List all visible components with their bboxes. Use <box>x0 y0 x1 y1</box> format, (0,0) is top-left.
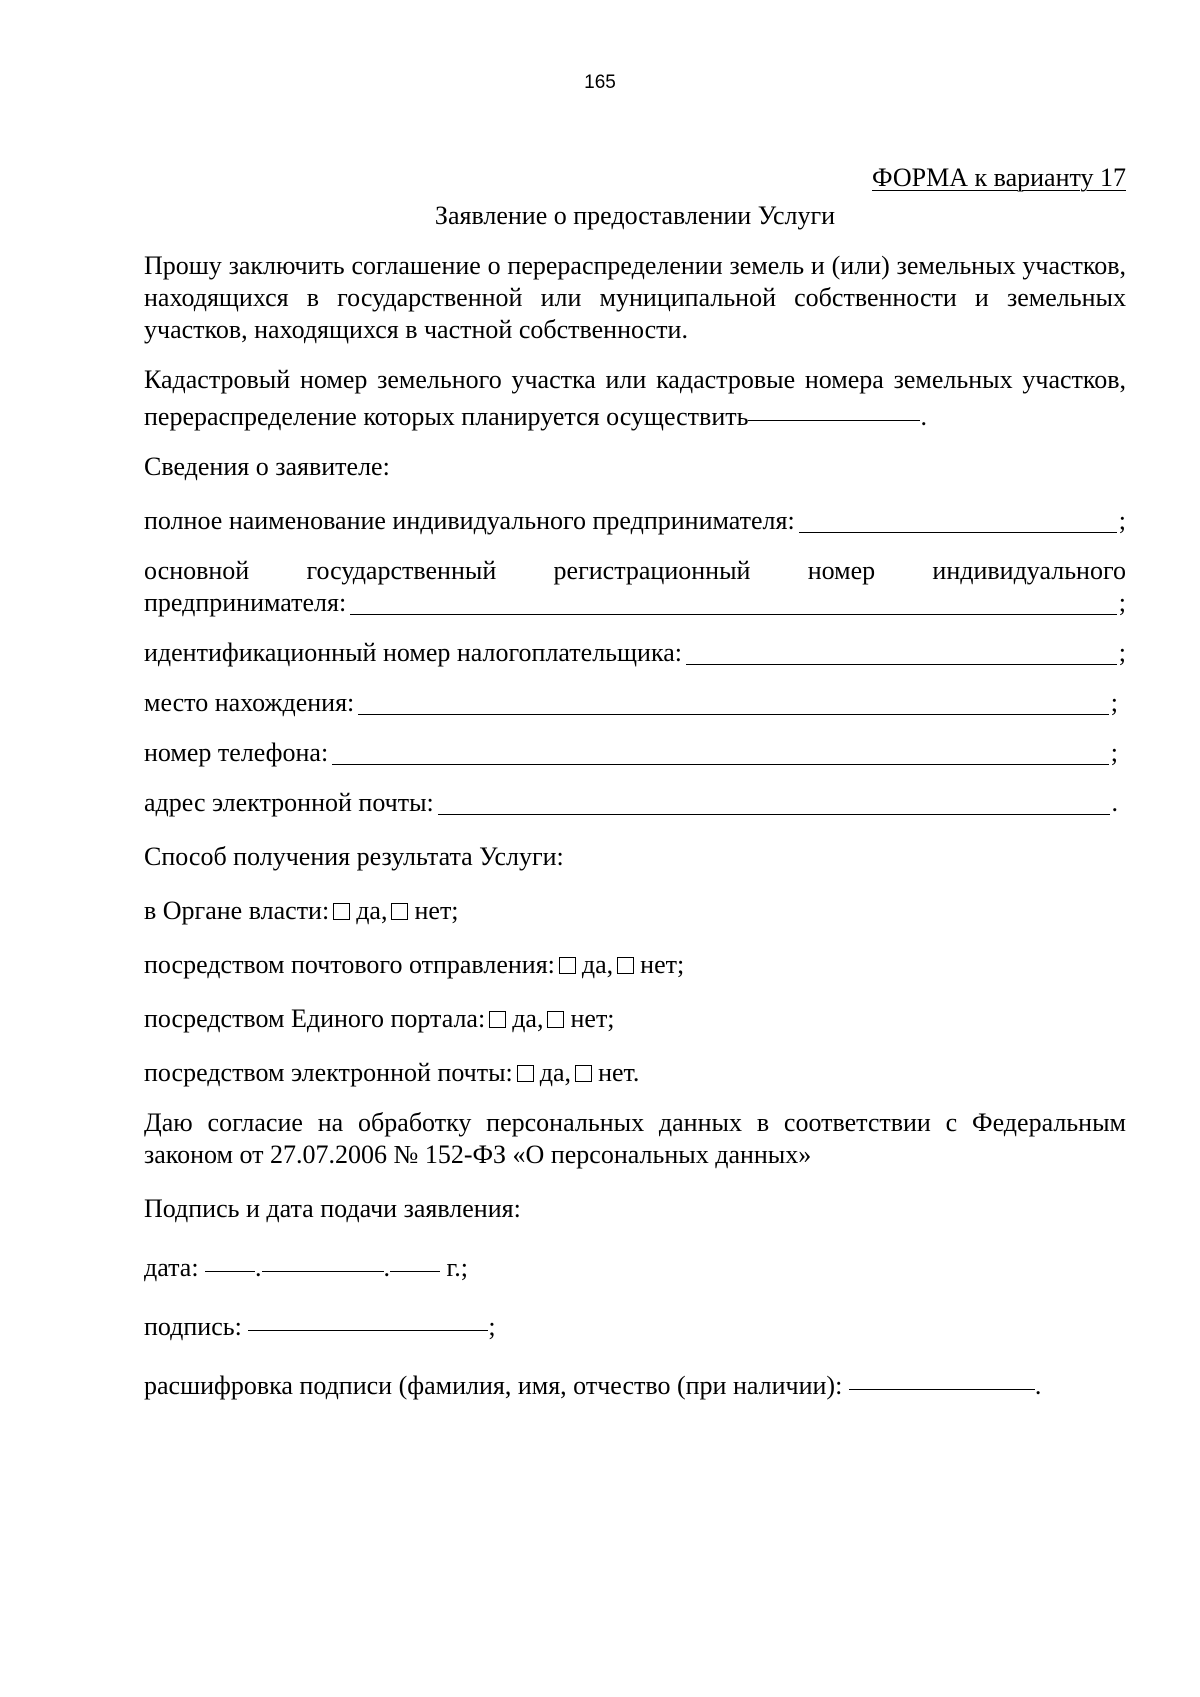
ogrn-field[interactable] <box>350 590 1117 615</box>
option-post: посредством почтового отправления: да, нет; <box>144 950 685 979</box>
cadastral-number-field[interactable] <box>748 396 920 421</box>
intro-paragraph: Прошу заключить соглашение о перераспределении земель и (или) земельных участков, находящихся в государственной или муниципальной собственности и земельных участков, находящихся в частной собственности. <box>144 251 1126 344</box>
option-post-label: посредством почтового отправления: <box>144 950 555 979</box>
decode-label: расшифровка подписи (фамилия, имя, отчество (при наличии): <box>144 1371 843 1400</box>
checkbox-authority-no[interactable] <box>391 903 408 920</box>
signature-row: подпись: ; <box>144 1306 1126 1343</box>
checkbox-post-no[interactable] <box>617 957 634 974</box>
ogrn-row: предпринимателя: ; <box>144 588 1126 617</box>
option-portal-label: посредством Единого портала: <box>144 1004 486 1033</box>
consent-paragraph: Даю согласие на обработку персональных данных в соответствии с Федеральным законом от 27.07.2006 № 152-ФЗ «О персональных данных» <box>144 1108 1126 1169</box>
checkbox-authority-yes[interactable] <box>333 903 350 920</box>
signature-label: подпись: <box>144 1312 242 1341</box>
phone-field[interactable] <box>332 740 1109 765</box>
location-field[interactable] <box>358 690 1109 715</box>
inn-field[interactable] <box>686 640 1117 665</box>
option-portal: посредством Единого портала: да, нет; <box>144 1004 615 1033</box>
checkbox-portal-no[interactable] <box>547 1011 564 1028</box>
form-title: Заявление о предоставлении Услуги <box>434 201 836 230</box>
date-row: дата: . . г.; <box>144 1247 1126 1284</box>
applicant-heading: Сведения о заявителе: <box>144 452 390 481</box>
decode-row: расшифровка подписи (фамилия, имя, отчество (при наличии): . <box>144 1365 1126 1402</box>
email-label: адрес электронной почты: <box>144 788 434 817</box>
inn-label: идентификационный номер налогоплательщика: <box>144 638 682 667</box>
checkbox-portal-yes[interactable] <box>489 1011 506 1028</box>
form-reference: ФОРМА к варианту 17 <box>872 163 1126 192</box>
option-authority-label: в Органе власти: <box>144 896 330 925</box>
phone-row: номер телефона: ; <box>144 738 1118 767</box>
ogrn-label-line1: основной государственный регистрационный номер индивидуального <box>144 556 1126 585</box>
decode-field[interactable] <box>849 1365 1035 1390</box>
phone-label: номер телефона: <box>144 738 329 767</box>
date-day-field[interactable] <box>205 1247 255 1272</box>
option-authority: в Органе власти: да, нет; <box>144 896 459 925</box>
location-label: место нахождения: <box>144 688 355 717</box>
checkbox-post-yes[interactable] <box>559 957 576 974</box>
date-label: дата: <box>144 1253 199 1282</box>
location-row: место нахождения: ; <box>144 688 1118 717</box>
date-year-field[interactable] <box>390 1247 440 1272</box>
checkbox-email-yes[interactable] <box>517 1065 534 1082</box>
cadastral-text: Кадастровый номер земельного участка или кадастровые номера земельных участков, перераспределение которых планируется осуществить <box>144 365 1126 431</box>
email-row: адрес электронной почты: . <box>144 788 1118 817</box>
full-name-row: полное наименование индивидуального предпринимателя: ; <box>144 506 1126 535</box>
inn-row: идентификационный номер налогоплательщика: ; <box>144 638 1126 667</box>
checkbox-email-no[interactable] <box>575 1065 592 1082</box>
date-month-field[interactable] <box>262 1247 384 1272</box>
form-body <box>144 162 1126 1402</box>
signature-field[interactable] <box>248 1306 488 1331</box>
email-field[interactable] <box>438 790 1110 815</box>
option-email: посредством электронной почты: да, нет. <box>144 1058 640 1087</box>
cadastral-paragraph: Кадастровый номер земельного участка или кадастровые номера земельных участков, перераспределение которых планируется осуществить . <box>144 365 1126 431</box>
ogrn-label-line2: предпринимателя: <box>144 588 347 617</box>
signature-heading: Подпись и дата подачи заявления: <box>144 1194 521 1223</box>
full-name-field[interactable] <box>799 508 1117 533</box>
page-number: 165 <box>584 72 616 93</box>
option-email-label: посредством электронной почты: <box>144 1058 513 1087</box>
full-name-label: полное наименование индивидуального предпринимателя: <box>144 506 795 535</box>
result-heading: Способ получения результата Услуги: <box>144 842 564 871</box>
